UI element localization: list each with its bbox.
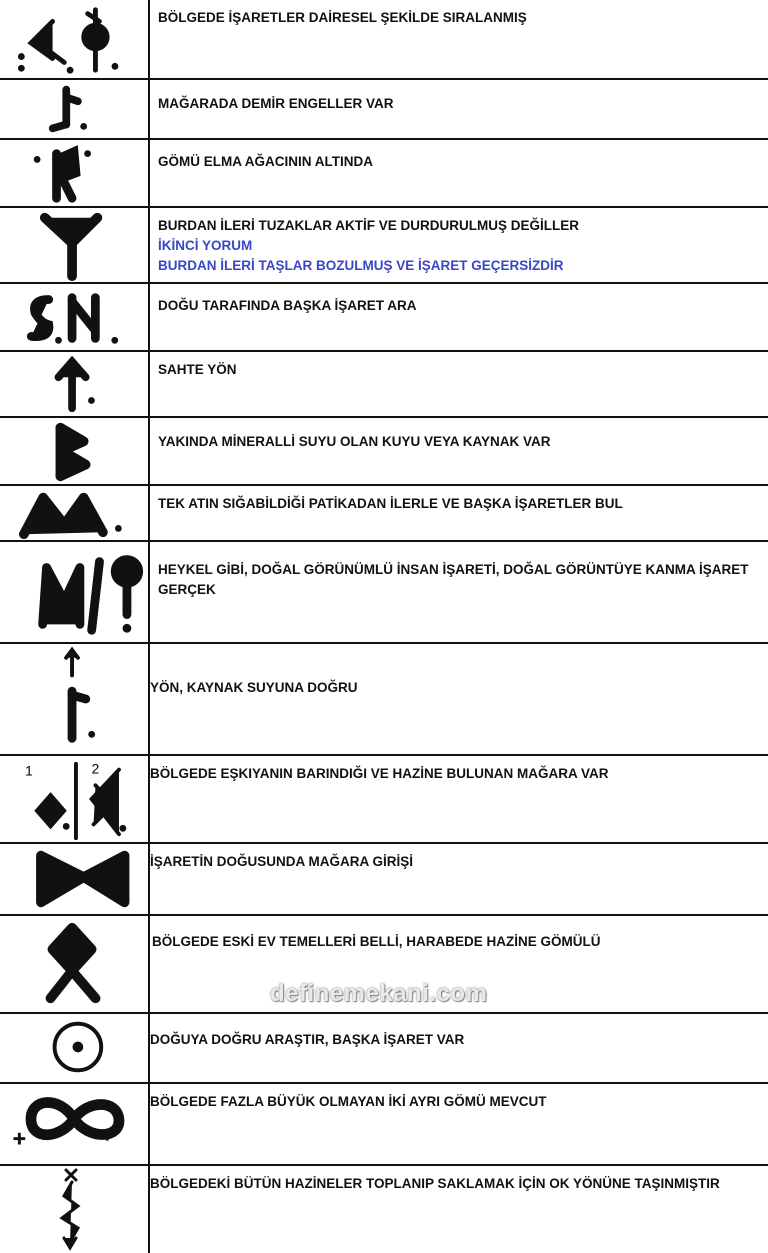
meaning-text: MAĞARADA DEMİR ENGELLER VAR xyxy=(158,96,394,111)
table-row xyxy=(0,756,768,844)
s-n-rune-icon xyxy=(0,284,150,350)
meaning-text: TEK ATIN SIĞABİLDİĞİ PATİKADAN İLERLE VE BAŞKA İŞARETLER BUL xyxy=(158,496,623,511)
b-rune-icon xyxy=(0,418,150,484)
meaning-text: BÖLGEDE ESKİ EV TEMELLERİ BELLİ, HARABEDE HAZİNE GÖMÜLÜ xyxy=(152,934,601,949)
m-bar-p-rune-icon xyxy=(0,542,150,642)
table-row xyxy=(0,1084,768,1166)
circle-dot-rune-icon xyxy=(0,1014,150,1082)
meaning-text: BÖLGEDEKİ BÜTÜN HAZİNELER TOPLANIP SAKLAMAK İÇİN OK YÖNÜNE TAŞINMIŞTIR xyxy=(150,1176,720,1191)
symbol-number-2: 2 xyxy=(91,761,100,777)
meaning-text: GÖMÜ ELMA AĞACININ ALTINDA xyxy=(158,154,373,169)
table-row xyxy=(0,140,768,208)
meaning-text: BÖLGEDE İŞARETLER DAİRESEL ŞEKİLDE SIRALANMIŞ xyxy=(158,10,527,25)
meaning-text: BURDAN İLERİ TUZAKLAR AKTİF VE DURDURULMUŞ DEĞİLLER xyxy=(158,218,579,233)
meaning-text: YAKINDA MİNERALLİ SUYU OLAN KUYU VEYA KAYNAK VAR xyxy=(158,434,551,449)
meaning-text: DOĞUYA DOĞRU ARAŞTIR, BAŞKA İŞARET VAR xyxy=(150,1032,465,1047)
table-row xyxy=(0,644,768,756)
table-row xyxy=(0,352,768,418)
up-arrow-rune-icon xyxy=(0,352,150,416)
table-row xyxy=(0,1166,768,1253)
stepped-rune-icon xyxy=(0,140,150,206)
bowtie-rune-icon xyxy=(0,844,150,914)
meaning-text: SAHTE YÖN xyxy=(158,362,237,377)
alt-meaning-text: BURDAN İLERİ TAŞLAR BOZULMUŞ VE İŞARET GEÇERSİZDİR xyxy=(158,258,564,273)
table-row xyxy=(0,1014,768,1084)
meaning-text: BÖLGEDE FAZLA BÜYÜK OLMAYAN İKİ AYRI GÖMÜ MEVCUT xyxy=(150,1094,547,1109)
angle-circle-rune-icon xyxy=(0,0,150,78)
table-row xyxy=(0,80,768,140)
table-row xyxy=(0,284,768,352)
table-row xyxy=(0,0,768,80)
table-row xyxy=(0,418,768,486)
hooked-rune-icon xyxy=(0,80,150,138)
meaning-text: HEYKEL GİBİ, DOĞAL GÖRÜNÜMLÜ İNSAN İŞARETİ, DOĞAL GÖRÜNTÜYE KANMA İŞARET GERÇEK xyxy=(158,562,749,597)
infinity-rune-icon xyxy=(0,1084,150,1164)
arrow-r-rune-icon xyxy=(0,644,150,754)
m-rune-icon xyxy=(0,486,150,540)
y-rune-icon xyxy=(0,208,150,282)
symbol-number-1: 1 xyxy=(25,763,33,779)
table-row xyxy=(0,844,768,916)
table-row xyxy=(0,486,768,542)
meaning-text: YÖN, KAYNAK SUYUNA DOĞRU xyxy=(150,680,358,695)
meaning-text: BÖLGEDE EŞKIYANIN BARINDIĞI VE HAZİNE BULUNAN MAĞARA VAR xyxy=(150,766,609,781)
othala-rune-icon xyxy=(0,916,150,1012)
table-row xyxy=(0,208,768,284)
watermark: definemekani.com xyxy=(270,980,488,1007)
meaning-group xyxy=(158,216,766,276)
zigzag-arrow-rune-icon xyxy=(0,1166,150,1253)
meaning-text: İŞARETİN DOĞUSUNDA MAĞARA GİRİŞİ xyxy=(150,854,414,869)
meaning-text: DOĞU TARAFINDA BAŞKA İŞARET ARA xyxy=(158,298,417,313)
table-row xyxy=(0,542,768,644)
diamond-pair-rune-icon xyxy=(0,756,150,842)
alt-label: İKİNCİ YORUM xyxy=(158,238,253,253)
